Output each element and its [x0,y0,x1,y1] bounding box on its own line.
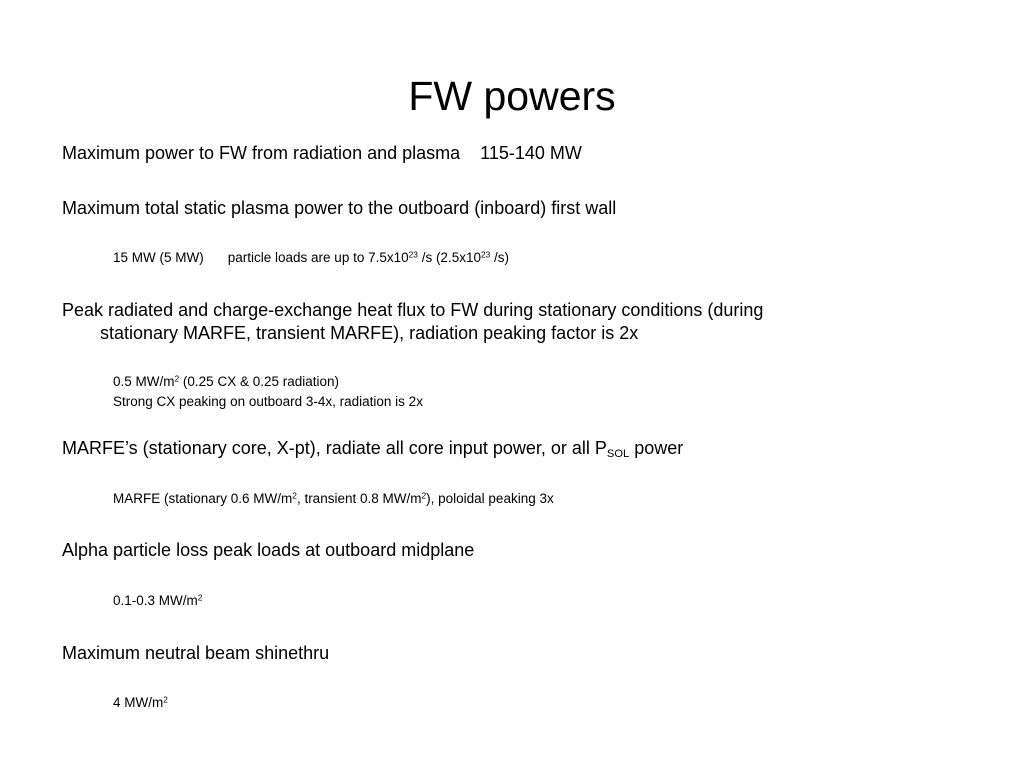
bullet-value: 115-140 MW [480,143,582,163]
sub-bullet-particle-loads: 15 MW (5 MW) particle loads are up to $7.5x10^{23}$ /s ($2.5x10^{23}$ /s) [113,249,510,265]
bullet-peak-radiated-heat-flux: Peak radiated and charge-exchange heat flux to FW during stationary conditions (during stationary MARFE, transient MARFE), radiation peaking factor is 2x [62,300,764,343]
bullet-marfes: MARFE’s (stationary core, X-pt), radiate all core input power, or all $P_{SOL}$ power [62,438,684,460]
bullet-static-plasma-power: Maximum total static plasma power to the outboard (inboard) first wall [62,198,617,218]
sub-bullet-alpha-value: 0.1-0.3 $MW/m^2$ [113,592,203,608]
cx-peaking-line: Strong CX peaking on outboard 3-4x, radiation is 2x [113,394,423,409]
bullet-max-power-fw [62,142,962,165]
bullet-alpha-particle-loss: Alpha particle loss peak loads at outboard midplane [62,540,475,560]
sub-bullet-shinethru-value: 4 $MW/m^2$ [113,694,168,710]
sub-bullet-heat-flux-values [113,372,423,412]
heat-flux-line: 0.5 $MW/m^2$ (0.25 CX & 0.25 radiation) [113,373,340,389]
sub-bullet-marfe-values: MARFE (stationary 0.6 $MW/m^2$, transient 0.8 $MW/m^2$), poloidal peaking 3x [113,490,554,506]
power-value: 15 MW (5 MW) [113,250,204,265]
slide-title: FW powers [408,73,616,119]
bullet-neutral-beam-shinethru: Maximum neutral beam shinethru [62,643,330,663]
bullet-text: Maximum power to FW from radiation and plasma [62,143,461,163]
